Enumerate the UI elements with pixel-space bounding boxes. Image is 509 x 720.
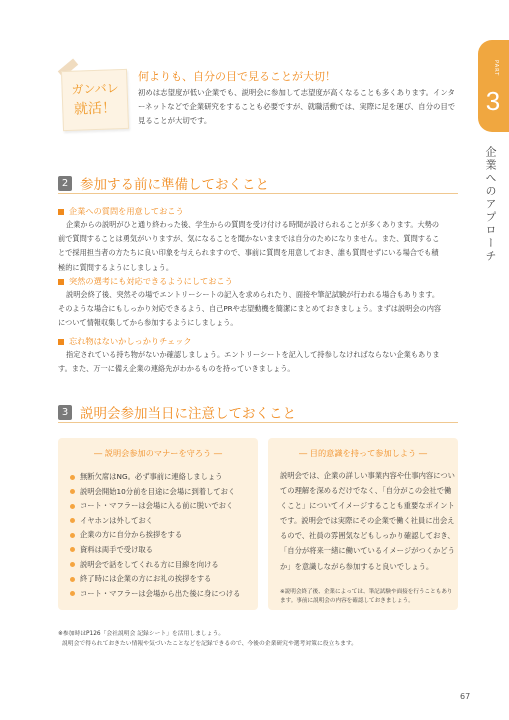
list-item	[68, 514, 268, 529]
list-item-text: 説明会開始10分前を目途に会場に到着しておく	[80, 486, 236, 496]
intro-body: 初めは志望度が低い企業でも、説明会に参加して志望度が高くなることも多くあります。インターネットなどで企業研究をすることも必要ですが、就職活動では、実際に足を運び、自分の目で見ることが大切です。	[138, 88, 456, 125]
list-item-text: コート・マフラーは会場に入る前に脱いでおく	[80, 501, 234, 511]
section-number-badge: 2	[58, 176, 72, 191]
list-item	[68, 470, 268, 485]
section-underline	[58, 193, 458, 194]
section-3-heading	[58, 404, 296, 420]
subheading	[58, 276, 233, 287]
list-item	[68, 543, 268, 558]
list-item	[68, 528, 268, 543]
chapter-title: 企業へのアプローチ	[484, 146, 497, 263]
dot-bullet-icon	[70, 591, 75, 596]
part-label: PART	[493, 60, 499, 77]
square-bullet-icon	[58, 339, 64, 345]
section-number-badge: 3	[58, 405, 72, 420]
list-item-text: 資料は両手で受け取る	[80, 544, 153, 554]
list-item-text: イヤホンは外しておく	[80, 515, 153, 525]
list-item	[68, 572, 268, 587]
dot-bullet-icon	[70, 518, 75, 523]
paragraph: 説明会終了後、突然その場でエントリーシートの記入を求められたり、面接や筆記試験が行われる場合もあります。そのような場合にもしっかり対応できるよう、自己PRや志望動機を簡潔にまとめておきましょう。まずは説明会の内容について情報収集してから参加するようにしましょう。	[58, 290, 442, 328]
subheading-text: 突然の選考にも対応できるようにしておこう	[69, 276, 233, 286]
paragraph: 企業からの説明がひと通り終わった後、学生からの質問を受け付ける時間が設けられることが多くあります。大勢の前で質問することは勇気がいりますが、気になることを聞かないままでは自分のためになりません。また、質問することで採用担当者の方たちに良い印象を与えられますので、事前に質問を用意しておき、誰も質問せずにいる場合でも積極的に質問するようにしましょう。	[58, 220, 440, 272]
dot-bullet-icon	[70, 504, 75, 509]
purpose-box-note: ※説明会終了後、企業によっては、筆記試験や面接を行うこともあります。事前に説明会の内容を確認しておきましょう。	[280, 589, 453, 604]
list-item	[68, 558, 268, 573]
list-item-text: 企業の方に自分から挨拶をする	[80, 530, 183, 540]
paragraph: 指定されている持ち物がないか確認しましょう。エントリーシートを記入して持参しなければならない企業もあります。また、万一に備え企業の連絡先がわかるものを持っていきましょう。	[58, 350, 440, 374]
section-2-heading	[58, 175, 269, 191]
manners-box-title: ― 説明会参加のマナーを守ろう ―	[93, 448, 223, 458]
list-item-text: 無断欠席はNG。必ず事前に連絡しましょう	[80, 472, 223, 481]
subheading-text: 企業への質問を用意しておこう	[69, 206, 184, 216]
purpose-box-text: 説明会では、企業の詳しい事業内容や仕事内容についての理解を深めるだけでなく、「自分がこの会社で働くこと」についてイメージすることも重要なポイントです。説明会では実際にその企業で働く社員に出会えるので、社員の雰囲気などもしっかり確認しておき、「自分が将来一緒に働いているイメージがつくかどうか」を意識しながら参加すると良いでしょう。	[280, 471, 455, 571]
list-item-text: コート・マフラーは会場から出た後に身につける	[80, 588, 241, 598]
note-text-line2: 就活！	[73, 100, 117, 118]
dot-bullet-icon	[70, 577, 75, 582]
square-bullet-icon	[58, 279, 64, 285]
section-title: 参加する前に準備しておくこと	[80, 177, 269, 193]
footnote-line2: 説明会で得られておきたい情報や気づいたことなどを記録できるので、今後の企業研究や選考対策に役立ちます。	[62, 641, 358, 647]
subheading	[58, 206, 184, 217]
dot-bullet-icon	[70, 562, 75, 567]
dot-bullet-icon	[70, 533, 75, 538]
manners-list	[68, 470, 268, 601]
page-number: 67	[460, 692, 471, 701]
part-number: 3	[485, 86, 501, 116]
list-item	[68, 499, 268, 514]
list-item-text: 説明会で話をしてくれる方に目線を向ける	[80, 559, 219, 569]
subheading	[58, 336, 192, 347]
section-underline	[58, 422, 458, 423]
dot-bullet-icon	[70, 547, 75, 552]
list-item-text: 終了時には企業の方にお礼の挨拶をする	[80, 574, 212, 584]
dot-bullet-icon	[70, 475, 75, 480]
square-bullet-icon	[58, 209, 64, 215]
footnote-line1: ※参加時はP126「会社説明会 記録シート」を活用しましょう。	[58, 631, 225, 637]
section-title: 説明会参加当日に注意しておくこと	[80, 406, 296, 422]
subheading-text: 忘れ物はないかしっかりチェック	[69, 336, 192, 346]
list-item	[68, 485, 268, 500]
dot-bullet-icon	[70, 489, 75, 494]
purpose-box-title: ― 目的意識を持って参加しよう ―	[298, 448, 428, 458]
intro-heading: 何よりも、自分の目で見ることが大切！	[138, 70, 336, 83]
list-item	[68, 587, 268, 602]
note-text-line1: ガンバレ	[71, 81, 119, 97]
